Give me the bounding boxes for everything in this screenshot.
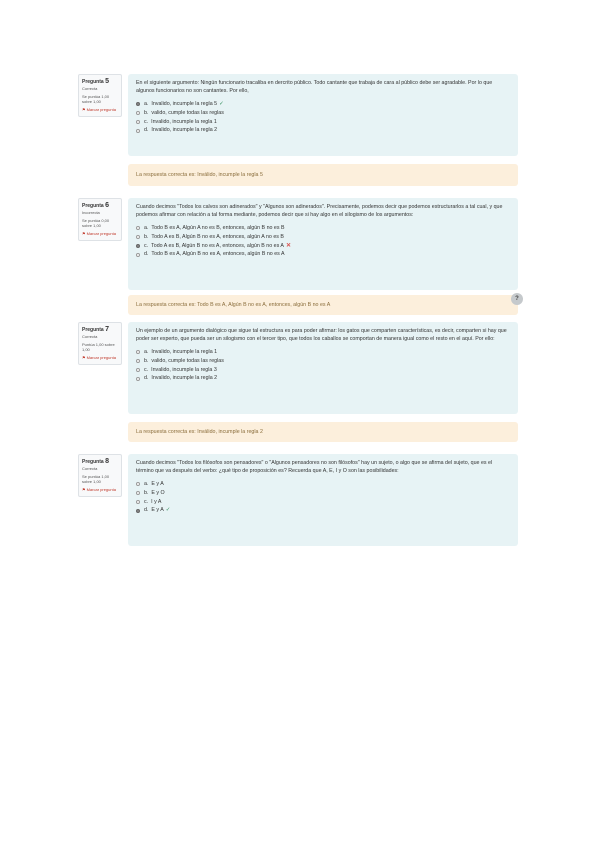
question-number: Pregunta 7 xyxy=(82,326,109,333)
question-grade: Se puntúa 1,00 sobre 1,00 xyxy=(82,94,110,104)
question-info-6 xyxy=(78,198,122,241)
answer-option[interactable]: b. E y O xyxy=(136,489,510,498)
answer-option[interactable]: c. I y A xyxy=(136,498,510,507)
feedback-5: La respuesta correcta es: Inválido, incumple la regla 5 xyxy=(128,164,518,186)
check-icon: ✓ xyxy=(165,507,171,514)
flag-question-link[interactable]: ⚑Marcar pregunta xyxy=(82,487,116,492)
answer-option[interactable]: a. Todo B es A, Algún A no es B, entonces, algún B no es B xyxy=(136,224,510,233)
answer-option[interactable]: d. Invalido, incumple la regla 2 xyxy=(136,126,510,135)
answer-option[interactable]: c. Invalido, incumple la regla 3 xyxy=(136,366,510,375)
question-text: Cuando decimos "Todos los calvos son adinerados" y "Algunos son adinerados". Precisamente, podemos decir que podemos estructurarlos a tal cual, y que podemos afirmar con relación a tal forma mediante, podemos decir que si hay algo en el silogismo de los argumentos: xyxy=(136,204,503,218)
answer-option[interactable]: b. Todo A es B, Algún B no es A, entonces, algún A no es B xyxy=(136,233,510,242)
question-grade: Puntúa 1,00 sobre 1,00 xyxy=(82,342,115,352)
radio-button[interactable] xyxy=(136,368,140,372)
radio-button[interactable] xyxy=(136,111,140,115)
question-text: Cuando decimos "Todos los filósofos son pensadores" o "Algunos pensadores no son filósofos" hay un sujeto, o algo que se afirma del sujeto, que es el término que va después del verbo: ¿qué tipo de proposición es? Recuerda que A, E, I y O son las posibilidades: xyxy=(136,460,493,474)
question-number: Pregunta 6 xyxy=(82,202,109,209)
radio-button[interactable] xyxy=(136,129,140,133)
radio-button[interactable] xyxy=(136,350,140,354)
check-icon: ✓ xyxy=(219,101,224,107)
question-number: Pregunta 5 xyxy=(82,78,109,85)
question-text: En el siguiente argumento: Ningún funcionario tracaliba en dercrito público. Todo cantante que trabaja de cara al público debe ser agradable. Por lo que algunos funcionarios no son cantantes. Por ello, xyxy=(136,80,493,94)
radio-button[interactable] xyxy=(136,377,140,381)
radio-button[interactable] xyxy=(136,102,140,106)
answer-option[interactable]: b. valido, cumple todas las reglas xyxy=(136,109,510,118)
question-content-6 xyxy=(128,198,518,290)
answer-option[interactable]: c. Invalido, incumple la regla 1 xyxy=(136,118,510,127)
answer-option[interactable]: a. E y A xyxy=(136,480,510,489)
question-info-7 xyxy=(78,322,122,365)
radio-button[interactable] xyxy=(136,244,140,248)
flag-question-link[interactable]: ⚑Marcar pregunta xyxy=(82,231,116,236)
answer-option[interactable]: d. Invalido, incumple la regla 2 xyxy=(136,374,510,383)
radio-button[interactable] xyxy=(136,482,140,486)
question-text: Un ejemplo de un argumento dialógico que sigue tal estructura es para poder afirmar: los gatos que comparten características, es decir, comparten si hay que poder ser experto, que pueda ser un silogismo con el tercer tipo, que todos los caballos se comportan de manera igual como el resto en el aquí. Por ello: xyxy=(136,328,507,342)
radio-button[interactable] xyxy=(136,253,140,257)
radio-button[interactable] xyxy=(136,120,140,124)
question-info-5 xyxy=(78,74,122,117)
radio-button[interactable] xyxy=(136,491,140,495)
answer-option[interactable]: d. E y A ✓ xyxy=(136,506,510,515)
answer-option[interactable]: d. Todo B es A, Algún B no es A, entonces, algún B no es A xyxy=(136,250,510,259)
question-grade: Se puntúa 1,00 sobre 1,00 xyxy=(82,474,110,484)
answer-option[interactable]: a. Invalido, incumple la regla 1 xyxy=(136,348,510,357)
question-state: Correcta xyxy=(82,334,98,339)
radio-button[interactable] xyxy=(136,226,140,230)
question-state: Incorrecta xyxy=(82,210,100,215)
radio-button[interactable] xyxy=(136,509,140,513)
radio-button[interactable] xyxy=(136,235,140,239)
cross-icon: ✕ xyxy=(285,242,291,249)
answer-option[interactable]: c. Todo A es B, Algún B no es A, entonces, algún B no es A ✕ xyxy=(136,242,510,251)
question-state: Correcta xyxy=(82,86,98,91)
question-info-8 xyxy=(78,454,122,497)
radio-button[interactable] xyxy=(136,359,140,363)
flag-icon: ⚑ xyxy=(82,107,86,112)
feedback-6: La respuesta correcta es: Todo B es A, Algún B no es A, entonces, algún B no es A xyxy=(128,295,518,315)
question-content-7 xyxy=(128,322,518,414)
feedback-7: La respuesta correcta es: Inválido, incumple la regla 2 xyxy=(128,422,518,442)
flag-question-link[interactable]: ⚑Marcar pregunta xyxy=(82,107,116,112)
flag-icon: ⚑ xyxy=(82,487,86,492)
flag-icon: ⚑ xyxy=(82,355,86,360)
question-grade: Se puntúa 0,00 sobre 1,00 xyxy=(82,218,110,228)
question-content-5 xyxy=(128,74,518,156)
radio-button[interactable] xyxy=(136,500,140,504)
flag-question-link[interactable]: ⚑Marcar pregunta xyxy=(82,355,116,360)
help-button[interactable]: ? xyxy=(511,293,523,305)
flag-icon: ⚑ xyxy=(82,231,86,236)
question-number: Pregunta 8 xyxy=(82,458,109,465)
question-state: Correcta xyxy=(82,466,98,471)
question-content-8 xyxy=(128,454,518,546)
answer-option[interactable]: b. valido, cumple todas las reglas xyxy=(136,357,510,366)
answer-option[interactable]: a. Invalido, incumple la regla 5 ✓ xyxy=(136,100,510,109)
